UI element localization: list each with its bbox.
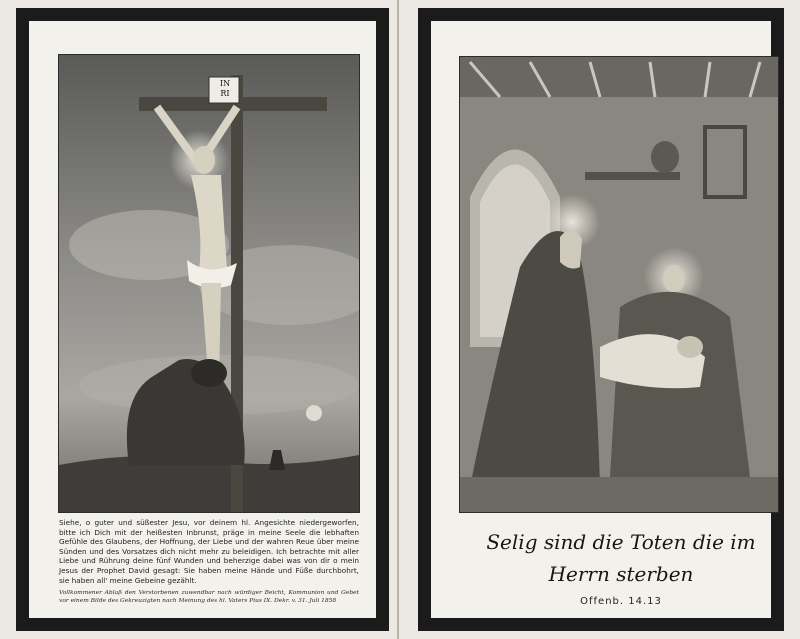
deathbed-image <box>460 57 778 512</box>
deathbed-illustration <box>459 56 779 513</box>
mourning-border-right <box>418 8 784 631</box>
titulus-line-2: RI <box>220 89 230 98</box>
scripture-reference: Offenb. 14.13 <box>580 596 662 607</box>
verse-line-2: Herrn sterben <box>548 562 694 586</box>
left-prayer-card <box>0 0 397 639</box>
mourning-border-left <box>16 8 389 631</box>
indulgence-text: Vollkommener Ablaß den Verstorbenen zuwendbar nach würdiger Beicht, Kommunion und Gebet vor einem Bilde des Gekreuzigten nach Meinung des hl. Vaters Pius IX. Dekr. v. 31. Juli 1858 <box>59 589 359 605</box>
indulgence-note <box>59 583 359 612</box>
titulus-text <box>211 79 239 99</box>
crucifixion-image <box>59 55 359 512</box>
titulus-line-1: IN <box>219 79 231 88</box>
prayer-text: Siehe, o guter und süßester Jesu, vor deinem hl. Angesichte niedergeworfen, bitte ich Dich mit der heißesten Inbrunst, präge in meine Seele die lebhaften Gefühle des Glaubens, der Hoffnung, der Liebe und der wahren Reue über meine Sünden und des Vorsatzes dich nicht mehr zu beleidigen. Ich betrachte mit aller Liebe und Rührung deine fünf Wunden und beherzige dabei was von dir o mein Jesus der Prophet David gesagt: Sie haben meine Hände und Füße durchbohrt, sie haben all' meine Gebeine gezählt. <box>59 518 359 585</box>
prayer-paragraph <box>59 518 359 585</box>
right-memorial-card <box>399 0 800 639</box>
verse-line-1: Selig sind die Toten die im <box>486 530 756 554</box>
crucifixion-illustration <box>58 54 360 513</box>
